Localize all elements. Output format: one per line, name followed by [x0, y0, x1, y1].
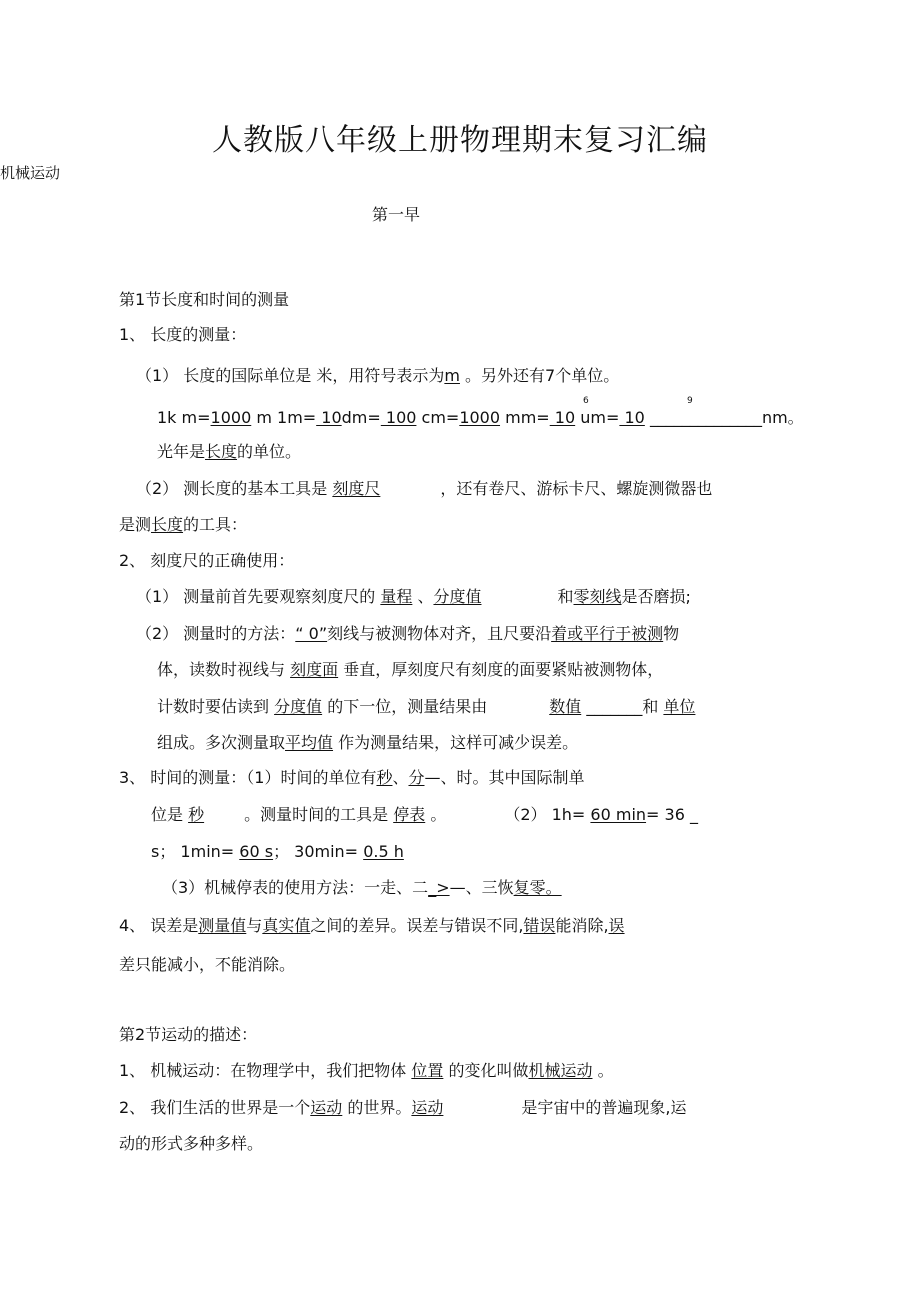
answer-blank: 分度值	[274, 697, 323, 716]
answer-blank: 刻度面	[290, 660, 339, 679]
answer-blank: “ 0”	[295, 624, 328, 643]
answer-blank: 分度值	[433, 587, 482, 606]
paragraph-line: 4、 误差是测量值与真实值之间的差异。误差与错误不同,错误能消除,误	[119, 916, 625, 935]
answer-blank: _>	[428, 878, 450, 897]
superscript: 9	[687, 396, 693, 406]
answer-blank: 100	[380, 408, 417, 427]
answer-blank: 误	[608, 916, 625, 935]
answer-blank: 复零。	[513, 878, 562, 897]
answer-blank: 10	[316, 408, 342, 427]
answer-blank: 10	[619, 408, 645, 427]
answer-blank: 分	[408, 768, 425, 787]
paragraph-line: 位是 秒 。测量时间的工具是 停表 。 （2） 1h= 60 min= 36 _	[151, 805, 698, 824]
paragraph-line: （1） 测量前首先要观察刻度尺的 量程 、分度值 和零刻线是否磨损;	[136, 587, 691, 606]
answer-blank: 0.5 h	[363, 842, 404, 861]
unit-conversion-line: 1k m=1000 m 1m= 10dm= 100 cm=1000 mm= 10 um= 10 ______________nm。	[157, 408, 804, 427]
paragraph-line: 1、 机械运动：在物理学中，我们把物体 位置 的变化叫做机械运动 。	[119, 1061, 614, 1080]
answer-blank: 数值	[549, 697, 582, 716]
answer-blank: 停表	[393, 805, 426, 824]
paragraph-line: （2） 测长度的基本工具是 刻度尺 ，还有卷尺、游标卡尺、螺旋测微器也	[136, 479, 713, 498]
answer-blank: 真实值	[262, 916, 311, 935]
paragraph-line: s； 1min= 60 s； 30min= 0.5 h	[151, 842, 404, 861]
unit-label: 机械运动	[0, 164, 61, 182]
answer-blank: 运动	[310, 1098, 343, 1117]
paragraph-line: 组成。多次测量取平均值 作为测量结果，这样可减少误差。	[157, 733, 579, 752]
document-title: 人教版八年级上册物理期末复习汇编	[212, 123, 708, 158]
answer-blank: 测量值	[198, 916, 247, 935]
answer-blank: 10	[549, 408, 576, 427]
answer-blank: 机械运动	[528, 1061, 593, 1080]
answer-blank: 单位	[663, 697, 696, 716]
answer-blank: 位置	[411, 1061, 444, 1080]
chapter-label: 第一早	[372, 205, 421, 224]
answer-blank: 运动	[411, 1098, 444, 1117]
answer-blank: 刻度尺	[332, 479, 381, 498]
answer-blank: 错误	[523, 916, 556, 935]
paragraph-line: （3）机械停表的使用方法：一走、二_>—、三恢复零。	[162, 878, 562, 897]
answer-blank: 1000	[459, 408, 501, 427]
section-1-heading: 第1节长度和时间的测量	[119, 290, 290, 309]
paragraph-line: 3、 时间的测量：（1）时间的单位有秒、分—、时。其中国际制单	[119, 768, 585, 787]
paragraph-line: 光年是长度的单位。	[157, 442, 302, 461]
paragraph-line: 是测长度的工具：	[119, 515, 248, 534]
item-1-heading: 1、 长度的测量：	[119, 325, 247, 344]
paragraph-line: （1） 长度的国际单位是 米，用符号表示为m 。另外还有7个单位。	[136, 366, 620, 385]
paragraph-line: 计数时要估读到 分度值 的下一位，测量结果由 数值 _______和 单位	[157, 697, 696, 716]
answer-blank: m	[444, 366, 460, 385]
paragraph-line: 差只能减小，不能消除。	[119, 955, 296, 974]
answer-blank: 60 s	[239, 842, 274, 861]
answer-blank: 60 min	[590, 805, 647, 824]
answer-blank: 零刻线	[573, 587, 622, 606]
answer-blank: 长度	[205, 442, 238, 461]
answer-blank: 长度	[151, 515, 184, 534]
answer-blank: 量程	[380, 587, 413, 606]
superscript: 6	[583, 396, 589, 406]
answer-blank: 秒	[376, 768, 393, 787]
paragraph-line: （2） 测量时的方法：“ 0”刻线与被测物体对齐，且尺要沿着或平行于被测物	[136, 624, 680, 643]
paragraph-line: 动的形式多种多样。	[119, 1134, 264, 1153]
answer-blank: 秒	[188, 805, 205, 824]
paragraph-line: 2、 我们生活的世界是一个运动 的世界。运动 是宇宙中的普遍现象,运	[119, 1098, 687, 1117]
section-2-heading: 第2节运动的描述：	[119, 1025, 258, 1044]
item-2-heading: 2、 刻度尺的正确使用：	[119, 551, 295, 570]
answer-blank: 1000	[210, 408, 252, 427]
answer-blank: 着或平行于被测	[551, 624, 664, 643]
paragraph-line: 体，读数时视线与 刻度面 垂直，厚刻度尺有刻度的面要紧贴被测物体，	[157, 660, 664, 679]
answer-blank: 平均值	[285, 733, 334, 752]
